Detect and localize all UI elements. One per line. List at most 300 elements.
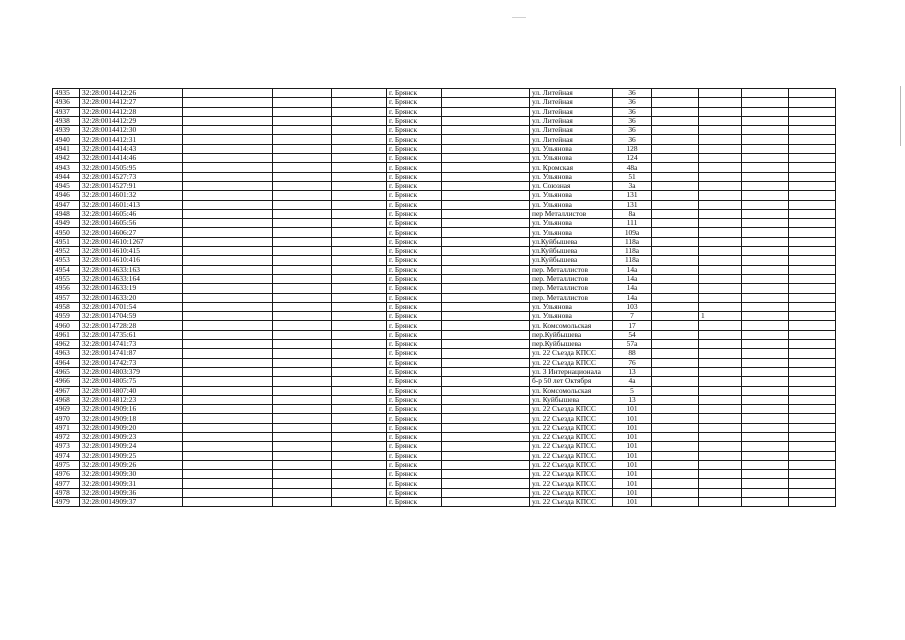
table-row [53,107,836,116]
street-cell: пер Металлистов [530,209,613,218]
table-row [53,135,836,144]
empty-cell [789,470,836,479]
empty-cell [742,247,789,256]
empty-cell [742,293,789,302]
empty-cell [652,479,699,488]
empty-cell [273,274,332,283]
table-row [53,89,836,98]
house-number: 88 [613,349,652,358]
empty-cell [442,358,530,367]
empty-cell [273,200,332,209]
row-number: 4977 [53,479,80,488]
table-row [53,386,836,395]
table-row [53,144,836,153]
house-number: 118а [613,256,652,265]
street-cell: ул. 3 Интернационала [530,367,613,376]
empty-cell [789,302,836,311]
street-cell: пер. Металлистов [530,265,613,274]
table-row [53,432,836,441]
table-row [53,302,836,311]
street-cell: ул. Союзная [530,181,613,190]
house-number: 36 [613,135,652,144]
table-row [53,126,836,135]
house-number: 14а [613,274,652,283]
street-cell: ул. 22 Съезда КПСС [530,432,613,441]
extra-cell [699,228,742,237]
street-cell: пер. Металлистов [530,293,613,302]
empty-cell [273,488,332,497]
empty-cell [183,377,273,386]
empty-cell [442,432,530,441]
empty-cell [332,144,387,153]
empty-cell [183,488,273,497]
empty-cell [789,265,836,274]
cadastral-number: 32:28:0014412:28 [80,107,183,116]
empty-cell [442,498,530,507]
table-row [53,172,836,181]
table-row [53,312,836,321]
empty-cell [789,209,836,218]
empty-cell [789,321,836,330]
table-row [53,367,836,376]
row-number: 4974 [53,451,80,460]
empty-cell [273,116,332,125]
house-number: 13 [613,395,652,404]
empty-cell [332,498,387,507]
empty-cell [742,377,789,386]
extra-cell [699,209,742,218]
empty-cell [332,377,387,386]
cadastral-number: 32:28:0014601:32 [80,191,183,200]
cadastral-number: 32:28:0014704:59 [80,312,183,321]
table-row [53,340,836,349]
extra-cell [699,479,742,488]
row-number: 4970 [53,414,80,423]
house-number: 5 [613,386,652,395]
street-cell: пер.Куйбышева [530,330,613,339]
house-number: 54 [613,330,652,339]
empty-cell [742,432,789,441]
empty-cell [789,274,836,283]
house-number: 48а [613,163,652,172]
empty-cell [442,172,530,181]
empty-cell [742,488,789,497]
street-cell: ул. Ульянова [530,302,613,311]
house-number: 36 [613,116,652,125]
extra-cell [699,432,742,441]
street-cell: ул. Литейная [530,107,613,116]
empty-cell [742,107,789,116]
table-row [53,479,836,488]
empty-cell [652,395,699,404]
extra-cell [699,358,742,367]
empty-cell [652,302,699,311]
street-cell: ул. Ульянова [530,172,613,181]
empty-cell [332,321,387,330]
empty-cell [789,256,836,265]
extra-cell [699,498,742,507]
empty-cell [332,172,387,181]
empty-cell [183,498,273,507]
empty-cell [652,116,699,125]
empty-cell [332,488,387,497]
row-number: 4965 [53,367,80,376]
empty-cell [332,228,387,237]
street-cell: ул. 22 Съезда КПСС [530,479,613,488]
cadastral-number: 32:28:0014909:37 [80,498,183,507]
empty-cell [273,442,332,451]
empty-cell [442,349,530,358]
empty-cell [442,98,530,107]
empty-cell [742,321,789,330]
empty-cell [742,470,789,479]
empty-cell [789,377,836,386]
cadastral-number: 32:28:0014605:56 [80,219,183,228]
row-number: 4975 [53,460,80,469]
empty-cell [652,172,699,181]
house-number: 109а [613,228,652,237]
house-number: 76 [613,358,652,367]
empty-cell [742,265,789,274]
cadastral-number: 32:28:0014909:31 [80,479,183,488]
empty-cell [183,423,273,432]
row-number: 4968 [53,395,80,404]
empty-cell [742,302,789,311]
empty-cell [742,191,789,200]
empty-cell [742,451,789,460]
empty-cell [273,423,332,432]
empty-cell [742,405,789,414]
table-row [53,414,836,423]
empty-cell [652,367,699,376]
empty-cell [742,312,789,321]
empty-cell [273,107,332,116]
house-number: 8а [613,209,652,218]
table-row [53,470,836,479]
empty-cell [183,163,273,172]
street-cell: ул. 22 Съезда КПСС [530,470,613,479]
extra-cell [699,284,742,293]
empty-cell [652,144,699,153]
empty-cell [789,405,836,414]
empty-cell [273,498,332,507]
empty-cell [183,386,273,395]
empty-cell [442,228,530,237]
row-number: 4963 [53,349,80,358]
city-cell: г. Брянск [387,358,442,367]
empty-cell [789,293,836,302]
empty-cell [652,265,699,274]
extra-cell [699,302,742,311]
cadastral-number: 32:28:0014803:379 [80,367,183,376]
empty-cell [183,321,273,330]
empty-cell [652,460,699,469]
table-row [53,423,836,432]
extra-cell [699,191,742,200]
empty-cell [652,349,699,358]
empty-cell [789,330,836,339]
empty-cell [183,191,273,200]
row-number: 4961 [53,330,80,339]
house-number: 101 [613,470,652,479]
empty-cell [789,395,836,404]
empty-cell [183,228,273,237]
empty-cell [652,200,699,209]
extra-cell [699,274,742,283]
empty-cell [652,228,699,237]
empty-cell [183,367,273,376]
city-cell: г. Брянск [387,451,442,460]
street-cell: пер. Металлистов [530,284,613,293]
empty-cell [742,135,789,144]
cadastral-number: 32:28:0014412:31 [80,135,183,144]
row-number: 4962 [53,340,80,349]
cadastral-number: 32:28:0014527:91 [80,181,183,190]
empty-cell [273,265,332,274]
table-row [53,237,836,246]
row-number: 4951 [53,237,80,246]
empty-cell [183,154,273,163]
empty-cell [789,181,836,190]
empty-cell [332,423,387,432]
cadastral-number: 32:28:0014807:40 [80,386,183,395]
empty-cell [183,126,273,135]
city-cell: г. Брянск [387,442,442,451]
extra-cell [699,488,742,497]
empty-cell [652,284,699,293]
registry-table-body [53,89,836,507]
empty-cell [332,395,387,404]
empty-cell [442,265,530,274]
table-row [53,377,836,386]
cadastral-number: 32:28:0014909:36 [80,488,183,497]
row-number: 4967 [53,386,80,395]
empty-cell [789,451,836,460]
cadastral-number: 32:28:0014909:20 [80,423,183,432]
house-number: 57а [613,340,652,349]
empty-cell [183,116,273,125]
house-number: 13 [613,367,652,376]
empty-cell [442,367,530,376]
empty-cell [273,228,332,237]
street-cell: ул. 22 Съезда КПСС [530,488,613,497]
table-row [53,284,836,293]
empty-cell [742,358,789,367]
empty-cell [742,181,789,190]
table-row [53,442,836,451]
empty-cell [442,116,530,125]
table-row [53,247,836,256]
extra-cell [699,414,742,423]
empty-cell [273,367,332,376]
city-cell: г. Брянск [387,154,442,163]
empty-cell [273,219,332,228]
house-number: 101 [613,498,652,507]
empty-cell [183,395,273,404]
empty-cell [332,284,387,293]
extra-cell [699,451,742,460]
empty-cell [442,107,530,116]
empty-cell [332,237,387,246]
row-number: 4942 [53,154,80,163]
street-cell: ул.Куйбышева [530,256,613,265]
street-cell: ул. 22 Съезда КПСС [530,405,613,414]
extra-cell [699,340,742,349]
street-cell: ул. Комсомольская [530,386,613,395]
row-number: 4966 [53,377,80,386]
empty-cell [183,237,273,246]
city-cell: г. Брянск [387,405,442,414]
empty-cell [789,172,836,181]
house-number: 128 [613,144,652,153]
table-row [53,488,836,497]
house-number: 124 [613,154,652,163]
empty-cell [183,265,273,274]
empty-cell [183,358,273,367]
cadastral-number: 32:28:0014414:46 [80,154,183,163]
house-number: 14а [613,265,652,274]
empty-cell [273,98,332,107]
table-row [53,154,836,163]
empty-cell [183,405,273,414]
empty-cell [742,414,789,423]
empty-cell [742,256,789,265]
empty-cell [742,163,789,172]
empty-cell [183,451,273,460]
empty-cell [332,302,387,311]
city-cell: г. Брянск [387,340,442,349]
empty-cell [652,209,699,218]
city-cell: г. Брянск [387,116,442,125]
empty-cell [332,274,387,283]
empty-cell [183,89,273,98]
table-row [53,98,836,107]
row-number: 4943 [53,163,80,172]
house-number: 101 [613,451,652,460]
empty-cell [442,154,530,163]
empty-cell [652,377,699,386]
empty-cell [652,256,699,265]
cadastral-number: 32:28:0014909:30 [80,470,183,479]
extra-cell [699,237,742,246]
empty-cell [652,219,699,228]
empty-cell [742,330,789,339]
city-cell: г. Брянск [387,274,442,283]
empty-cell [789,107,836,116]
empty-cell [789,135,836,144]
table-row [53,460,836,469]
row-number: 4946 [53,191,80,200]
empty-cell [332,209,387,218]
row-number: 4964 [53,358,80,367]
street-cell: ул. Ульянова [530,228,613,237]
table-row [53,219,836,228]
row-number: 4957 [53,293,80,302]
empty-cell [183,135,273,144]
empty-cell [442,191,530,200]
empty-cell [273,358,332,367]
empty-cell [442,330,530,339]
empty-cell [273,154,332,163]
empty-cell [789,237,836,246]
empty-cell [332,191,387,200]
empty-cell [742,442,789,451]
empty-cell [183,144,273,153]
row-number: 4944 [53,172,80,181]
empty-cell [789,219,836,228]
table-row [53,265,836,274]
row-number: 4978 [53,488,80,497]
city-cell: г. Брянск [387,98,442,107]
cadastral-number: 32:28:0014909:24 [80,442,183,451]
empty-cell [442,209,530,218]
empty-cell [442,135,530,144]
empty-cell [273,479,332,488]
row-number: 4949 [53,219,80,228]
row-number: 4954 [53,265,80,274]
street-cell: ул. Литейная [530,116,613,125]
empty-cell [742,498,789,507]
cadastral-number: 32:28:0014741:87 [80,349,183,358]
extra-cell [699,367,742,376]
street-cell: ул. Ульянова [530,144,613,153]
empty-cell [789,247,836,256]
empty-cell [442,144,530,153]
empty-cell [442,470,530,479]
empty-cell [789,340,836,349]
table-row [53,191,836,200]
empty-cell [742,274,789,283]
empty-cell [652,386,699,395]
row-number: 4950 [53,228,80,237]
house-number: 101 [613,488,652,497]
city-cell: г. Брянск [387,181,442,190]
cadastral-number: 32:28:0014728:28 [80,321,183,330]
row-number: 4939 [53,126,80,135]
empty-cell [742,126,789,135]
empty-cell [652,321,699,330]
empty-cell [332,135,387,144]
cadastral-number: 32:28:0014412:27 [80,98,183,107]
extra-cell [699,377,742,386]
row-number: 4941 [53,144,80,153]
empty-cell [332,479,387,488]
empty-cell [273,432,332,441]
empty-cell [332,293,387,302]
extra-cell [699,442,742,451]
empty-cell [332,89,387,98]
empty-cell [332,386,387,395]
row-number: 4956 [53,284,80,293]
house-number: 118а [613,247,652,256]
cadastral-number: 32:28:0014909:18 [80,414,183,423]
row-number: 4973 [53,442,80,451]
empty-cell [742,154,789,163]
empty-cell [273,144,332,153]
empty-cell [183,470,273,479]
empty-cell [183,302,273,311]
empty-cell [332,154,387,163]
empty-cell [273,330,332,339]
cadastral-number: 32:28:0014909:26 [80,460,183,469]
empty-cell [442,200,530,209]
house-number: 4а [613,377,652,386]
empty-cell [442,442,530,451]
street-cell: ул. Литейная [530,98,613,107]
city-cell: г. Брянск [387,321,442,330]
cadastral-number: 32:28:0014909:23 [80,432,183,441]
empty-cell [652,470,699,479]
